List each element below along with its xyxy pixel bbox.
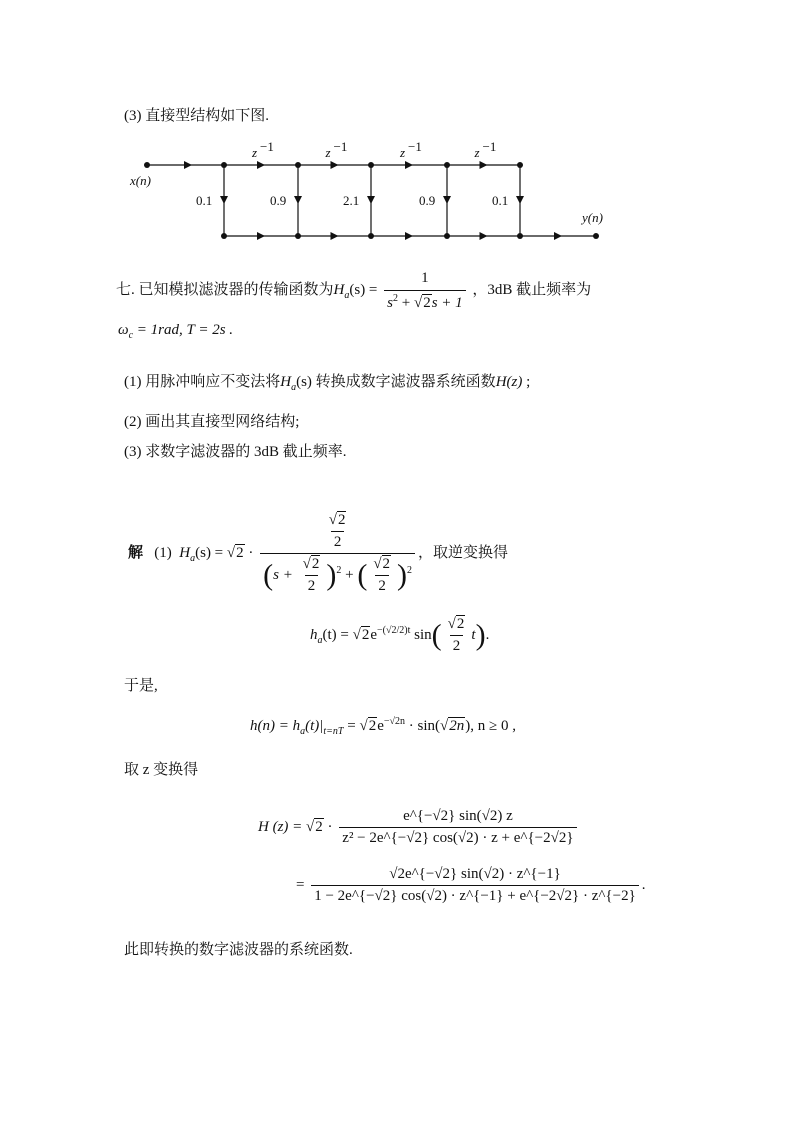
cutoff-rest: = 1rad, T = 2s . [133,322,234,338]
node [517,233,523,239]
den-sqrt: 2 [423,295,431,311]
solution-label: 解 [128,544,144,561]
q1-hz: H(z) [495,374,523,390]
frac-num: 1 [421,270,429,286]
yushi-text: 于是, [124,678,158,694]
hn-equation: $h(n) = h_a(t)|_{t=nT} = √2e^{-√2n} \cdot \sin(√2n)$, n ≥ 0 , [250,716,516,737]
question-1: (1) 用脉冲响应不变法将$H_a(s)$ 转换成数字滤波器系统函数H(z) ; [124,374,531,393]
node [444,233,450,239]
omega-sub: c [128,330,134,341]
arrow-down-icon [367,196,375,204]
cutoff-line [118,320,233,340]
gain-label: 0.1 [196,193,213,208]
gain-label: 2.1 [343,193,360,208]
arrow-right-icon [331,161,339,169]
ha-sub: a [344,289,350,301]
hn-lhs: h(n) = h [250,718,301,734]
hz1-fraction [339,808,576,847]
q1-text: (1) 用脉冲响应不变法将 [124,374,281,390]
arrow-right-icon [480,232,488,240]
input-label: x(n) [130,173,151,188]
eq1-after: ，取逆变换得 [418,544,509,561]
hz-equation-2: = $\frac{√2e\^{}\{-√2\} \sin(√2) \cdot z\^{}\{-1\}}{1 - 2e\^{}\{-√2\} \cos(√2) \cdot z\^{}\{-1\} + e\^{}\{-2√2\} \cdot z\^{}\{-2\}}$ . [296,866,646,904]
den-rest: s + 1 [431,295,463,311]
node [368,233,374,239]
eq1-fraction: $\frac{√2}{2}$ (s + $\frac{√2}{2}$ )$^2$ + ( $\frac{√2}{2}$ )$^2$ [260,512,415,595]
ha-symbol: H [333,281,345,298]
problem-statement [116,268,591,313]
ha-e: e [370,626,378,643]
delay-exponent: −1 [333,139,348,154]
delay-exponent: −1 [260,139,274,154]
transfer-fraction [384,268,466,313]
arrow-right-icon [405,232,413,240]
hn-sin: · sin( [405,718,441,734]
node [221,233,227,239]
hz-lhs: H (z) = [258,818,307,835]
conclusion-text: 此即转换的数字滤波器的系统函数. [124,942,353,958]
node [593,233,599,239]
z-transform-text: 取 z 变换得 [124,762,199,778]
hn-2n: 2n [449,718,465,734]
intro-text: (3) 直接型结构如下图. [124,108,269,124]
problem-lead: 七. 已知模拟滤波器的传输函数为 [116,281,334,298]
node [368,162,374,168]
arrow-down-icon [443,196,451,204]
delay-exponent: −1 [408,139,422,154]
gain-label: 0.9 [419,193,436,208]
hn-eq: = [343,718,360,734]
question-2: (2) 画出其直接型网络结构; [124,414,300,430]
ha-t: t [471,626,476,643]
arrow-down-icon [516,196,524,204]
q1-s: (s) [296,374,312,390]
q1-text2: 转换成数字滤波器系统函数 [311,374,496,390]
hz2-fraction [311,866,639,905]
hz2-den: 1 − 2e^{−√2} cos(√2) · z^{−1} + e^{−2√2} · z^{−2} [311,885,639,905]
node [517,162,523,168]
direct-form-diagram [0,0,794,260]
ha-lhs: (t) = [322,626,353,643]
delay-label: z [252,145,258,160]
gain-label: 0.1 [492,193,509,208]
ha-t-equation: $h_a(t) = √2e^{-(√2/2)t}$ sin( $\frac{√2}{2}$ t). [310,616,490,654]
ha-sin: sin [410,626,432,643]
hn-e: e [377,718,384,734]
hn-end: ), n ≥ 0 , [465,718,516,734]
frac-den: $s^2 + √2s + 1$ [384,290,466,313]
solution-eq1: 解 (1) $H_a(s) = √2$ · $\frac{√2}{2}$ (s + $\frac{√2}{2}$ )$^2$ + ( $\frac{√2}{2}$ )$^2$ ，取逆变换得 [128,512,509,594]
eq1-sqrt2: 2 [236,544,244,561]
hz-equation-1: H (z) = √2 · $\frac{e\^{}\{-√2\} \sin(√2) z}{\text{z² − 2e\textasciicircum{}\{−√2\} cos(√2) · z + e\textasciicircum{}\{−2√2\}}}$ [258,808,580,847]
eq1-lhs: (s) = [195,544,227,561]
arrow-right-icon [405,161,413,169]
solution-part: (1) [154,544,172,561]
hz2-num: √2e^{−√2} sin(√2) · z^{−1} [389,866,561,882]
arrow-right-icon [257,232,265,240]
s-plus: s + [273,566,297,583]
node [144,162,150,168]
ha-arg: (s) = [349,281,378,298]
hz1-den: z² − 2e^{−√2} cos(√2) · z + e^{−2√2} [339,827,576,847]
node [295,162,301,168]
node [221,162,227,168]
hn-mid: (t)| [305,718,324,734]
output-label: y(n) [582,210,603,225]
plus: + [341,566,358,583]
hz1-num: e^{−√2} sin(√2) z [403,808,513,824]
arrow-right-icon [554,232,562,240]
delay-exponent: −1 [482,139,497,154]
ha-exp: −(√2/2)t [377,624,411,636]
delay-label: z [474,145,480,160]
hn-sub: t=nT [323,726,344,737]
problem-tail: ，3dB 截止频率为 [472,281,592,298]
arrow-right-icon [184,161,192,169]
delay-label: z [400,145,406,160]
omega: ω [118,322,129,338]
node [444,162,450,168]
arrow-right-icon [331,232,339,240]
question-3: (3) 求数字滤波器的 3dB 截止频率. [124,444,347,460]
node [295,233,301,239]
q1-h: H [280,374,292,390]
den-plus: + [398,295,414,311]
arrow-right-icon [480,161,488,169]
gain-label: 0.9 [270,193,287,208]
q1-end: ; [522,374,531,390]
den-s: s [387,295,393,311]
half-den: 2 [331,531,345,551]
arrow-right-icon [257,161,265,169]
delay-label: z [325,145,331,160]
arrow-down-icon [294,196,302,204]
arrow-down-icon [220,196,228,204]
hn-exp: −√2n [383,716,406,727]
